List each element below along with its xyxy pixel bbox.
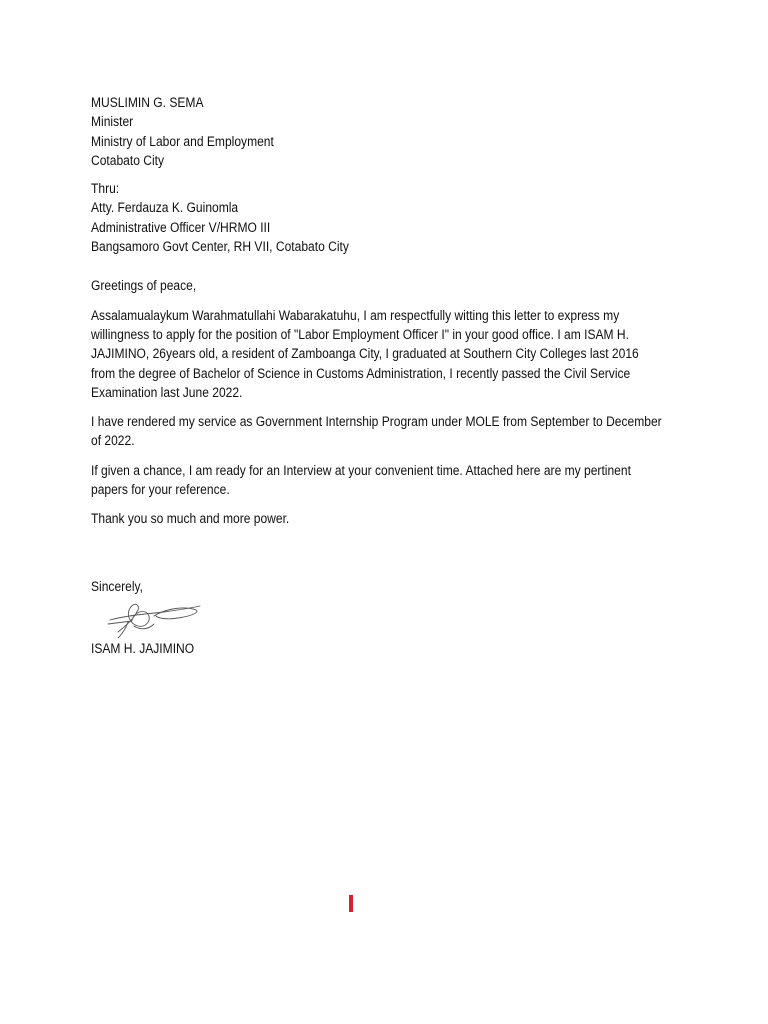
signer-name: ISAM H. JAJIMINO [91,641,195,656]
thru-name: Atty. Ferdauza K. Guinomla [91,200,239,216]
paragraph-line: If given a chance, I am ready for an Interview at your convenient time. Attached here are my pertinent [91,462,631,478]
letter-body [91,93,685,596]
paragraph-line: Assalamualaykum Warahmatullahi Wabarakatuhu, I am respectfully witting this letter to express my [91,307,620,323]
paragraph-line: Examination last June 2022. [91,384,243,400]
greeting-text: Greetings of peace, [91,278,197,294]
body-paragraph-2 [91,412,685,451]
recipient-city: Cotabato City [91,152,165,168]
paragraph-line: Thank you so much and more power. [91,511,290,527]
paragraph-line: from the degree of Bachelor of Science in Customs Administration, I recently passed the Civil Service [91,365,631,381]
handwritten-signature [104,596,204,640]
greeting [91,276,685,295]
paragraph-line: of 2022. [91,433,135,449]
recipient-name: MUSLIMIN G. SEMA [91,95,204,110]
recipient-office: Ministry of Labor and Employment [91,133,274,149]
paragraph-line: I have rendered my service as Government Internship Program under MOLE from September to December [91,414,662,430]
thru-label: Thru: [91,181,120,197]
closing-text: Sincerely, [91,578,144,594]
recipient-block [91,93,685,170]
paragraph-line: JAJIMINO, 26years old, a resident of Zamboanga City, I graduated at Southern City Colleges last 2016 [91,346,639,362]
body-paragraph-4 [91,509,685,528]
closing [91,577,685,596]
thru-block [91,179,685,256]
thru-address: Bangsamoro Govt Center, RH VII, Cotabato City [91,239,349,255]
thru-title: Administrative Officer V/HRMO III [91,219,271,235]
paragraph-line: papers for your reference. [91,482,230,498]
red-marker [349,895,353,912]
body-paragraph-3 [91,461,685,500]
body-paragraph-1 [91,306,685,402]
recipient-title: Minister [91,114,134,130]
paragraph-line: willingness to apply for the position of "Labor Employment Officer I" in your good office. I am ISAM H. [91,326,629,342]
